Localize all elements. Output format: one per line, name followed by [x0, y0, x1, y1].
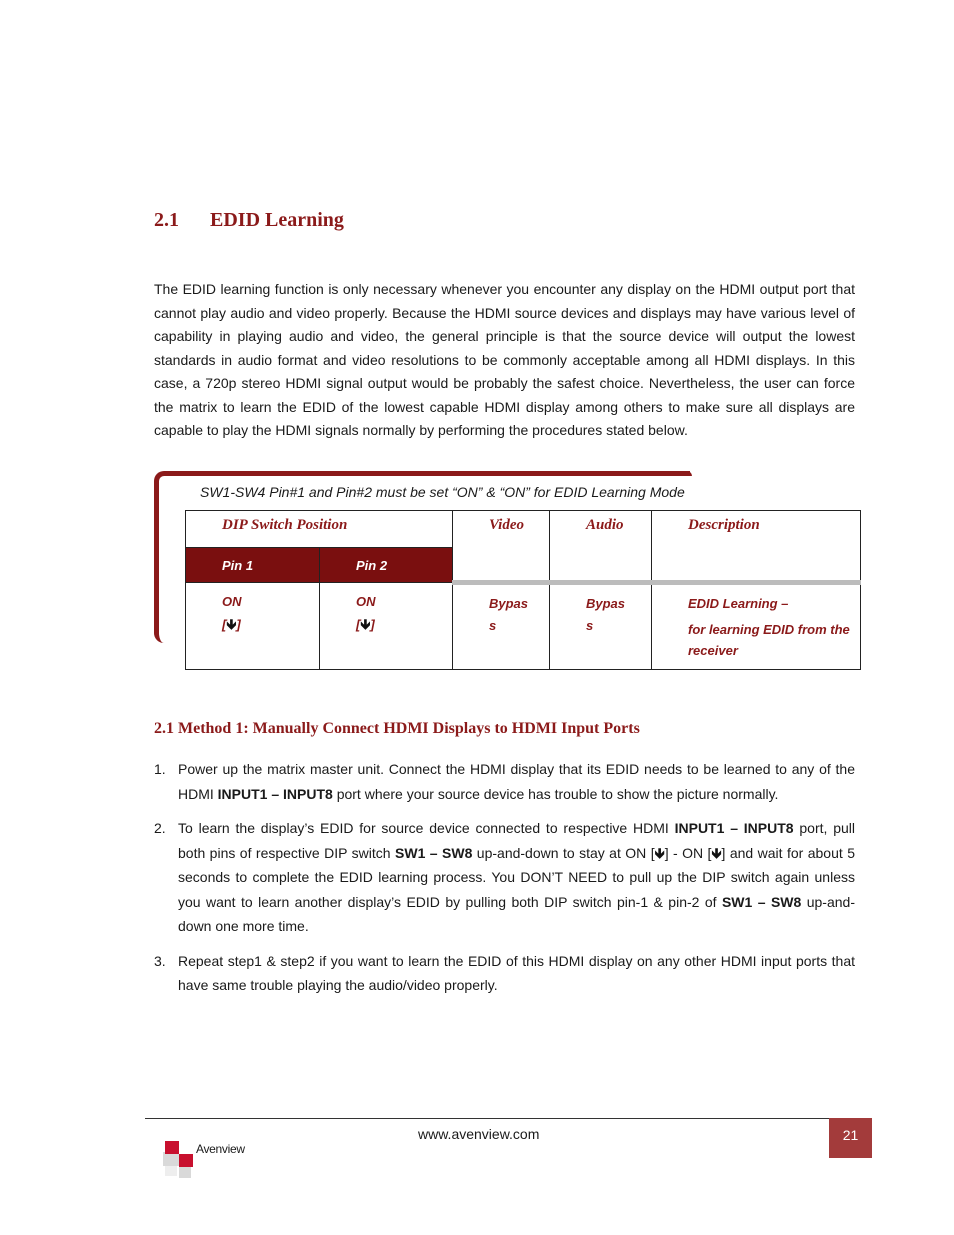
pin1-header: Pin 1: [186, 548, 320, 583]
dip-header: DIP Switch Position: [222, 517, 348, 533]
video-value-line1: Bypas: [489, 596, 529, 611]
down-arrow-icon: 🡻: [226, 616, 237, 632]
section-heading: [154, 209, 344, 232]
section-number: 2.1: [154, 209, 179, 231]
intro-paragraph: The EDID learning function is only necessary whenever you encounter any display on the HDMI output port that cannot play audio and video properly. Because the HDMI source devices and displays may have various level of capability in playing audio and video, the general principle is that the source device will output the lowest standards in audio format and video resolutions to be commonly acceptable among all HDMI displays. In this case, a 720p stereo HDMI signal output would be probably the safest choice. Nevertheless, the user can force the matrix to learn the EDID of the lowest capable HDMI display among others to make sure all displays are capable to play the HDMI signals normally by performing the procedures stated below.: [154, 281, 855, 438]
dip-header-cell: [186, 511, 453, 548]
list-item: 2. To learn the display’s EDID for source device connected to respective HDMI INPUT1 – INPUT8 port, pull both pins of respective DIP switch SW1 – SW8 up-and-down to stay at ON [🡻] - ON [🡻] and wait for about 5 seconds to complete the EDID learning process. You DON’T NEED to pull up the DIP switch again unless you want to learn another display’s EDID by pulling both DIP switch pin-1 & pin-2 of SW1 – SW8 up-and-down one more time.: [154, 820, 855, 934]
audio-header: Audio: [586, 517, 624, 533]
pin1-state: ON: [222, 594, 242, 609]
audio-value-line2: s: [586, 618, 594, 633]
footer-divider: [145, 1118, 829, 1119]
logo-wordmark: Avenview: [196, 1142, 245, 1156]
steps-list: [154, 757, 855, 1008]
dip-switch-table: [185, 510, 861, 670]
video-header: Video: [489, 517, 525, 533]
audio-value-line1: Bypas: [586, 596, 626, 611]
video-value-line2: s: [489, 618, 497, 633]
down-arrow-icon: 🡻: [711, 844, 722, 861]
footer-url: www.avenview.com: [418, 1126, 540, 1142]
description-header-cell: [652, 511, 861, 583]
description-line1: EDID Learning –: [688, 596, 789, 611]
video-header-cell: [453, 511, 550, 583]
page-number: 21: [829, 1118, 872, 1158]
list-item: 1. Power up the matrix master unit. Connect the HDMI display that its EDID needs to be learned to any of the HDMI INPUT1 – INPUT8 port where your source device has trouble to show the picture normally.: [154, 761, 855, 802]
down-arrow-icon: 🡻: [654, 844, 665, 861]
method-heading: 2.1 Method 1: Manually Connect HDMI Displays to HDMI Input Ports: [154, 720, 640, 737]
callout-note: SW1-SW4 Pin#1 and Pin#2 must be set “ON” & “ON” for EDID Learning Mode: [200, 484, 685, 500]
down-arrow-icon: 🡻: [360, 616, 371, 632]
section-title: EDID Learning: [210, 209, 344, 231]
description-line2: for learning EDID from the: [688, 622, 850, 637]
pin1-value: [186, 583, 320, 670]
description-header: Description: [688, 517, 760, 533]
description-line3: receiver: [688, 643, 738, 658]
list-item: 3. Repeat step1 & step2 if you want to learn the EDID of this HDMI display on any other HDMI input ports that have same trouble playing the audio/video properly.: [154, 952, 855, 993]
pin2-value: [320, 583, 453, 670]
audio-value: [550, 583, 652, 670]
pin1-arrow: [🡻]: [222, 613, 319, 636]
video-value: [453, 583, 550, 670]
pin2-header: Pin 2: [320, 548, 453, 583]
audio-header-cell: [550, 511, 652, 583]
pin2-state: ON: [356, 594, 376, 609]
pin2-arrow: [🡻]: [356, 613, 452, 636]
description-value: [652, 583, 861, 670]
